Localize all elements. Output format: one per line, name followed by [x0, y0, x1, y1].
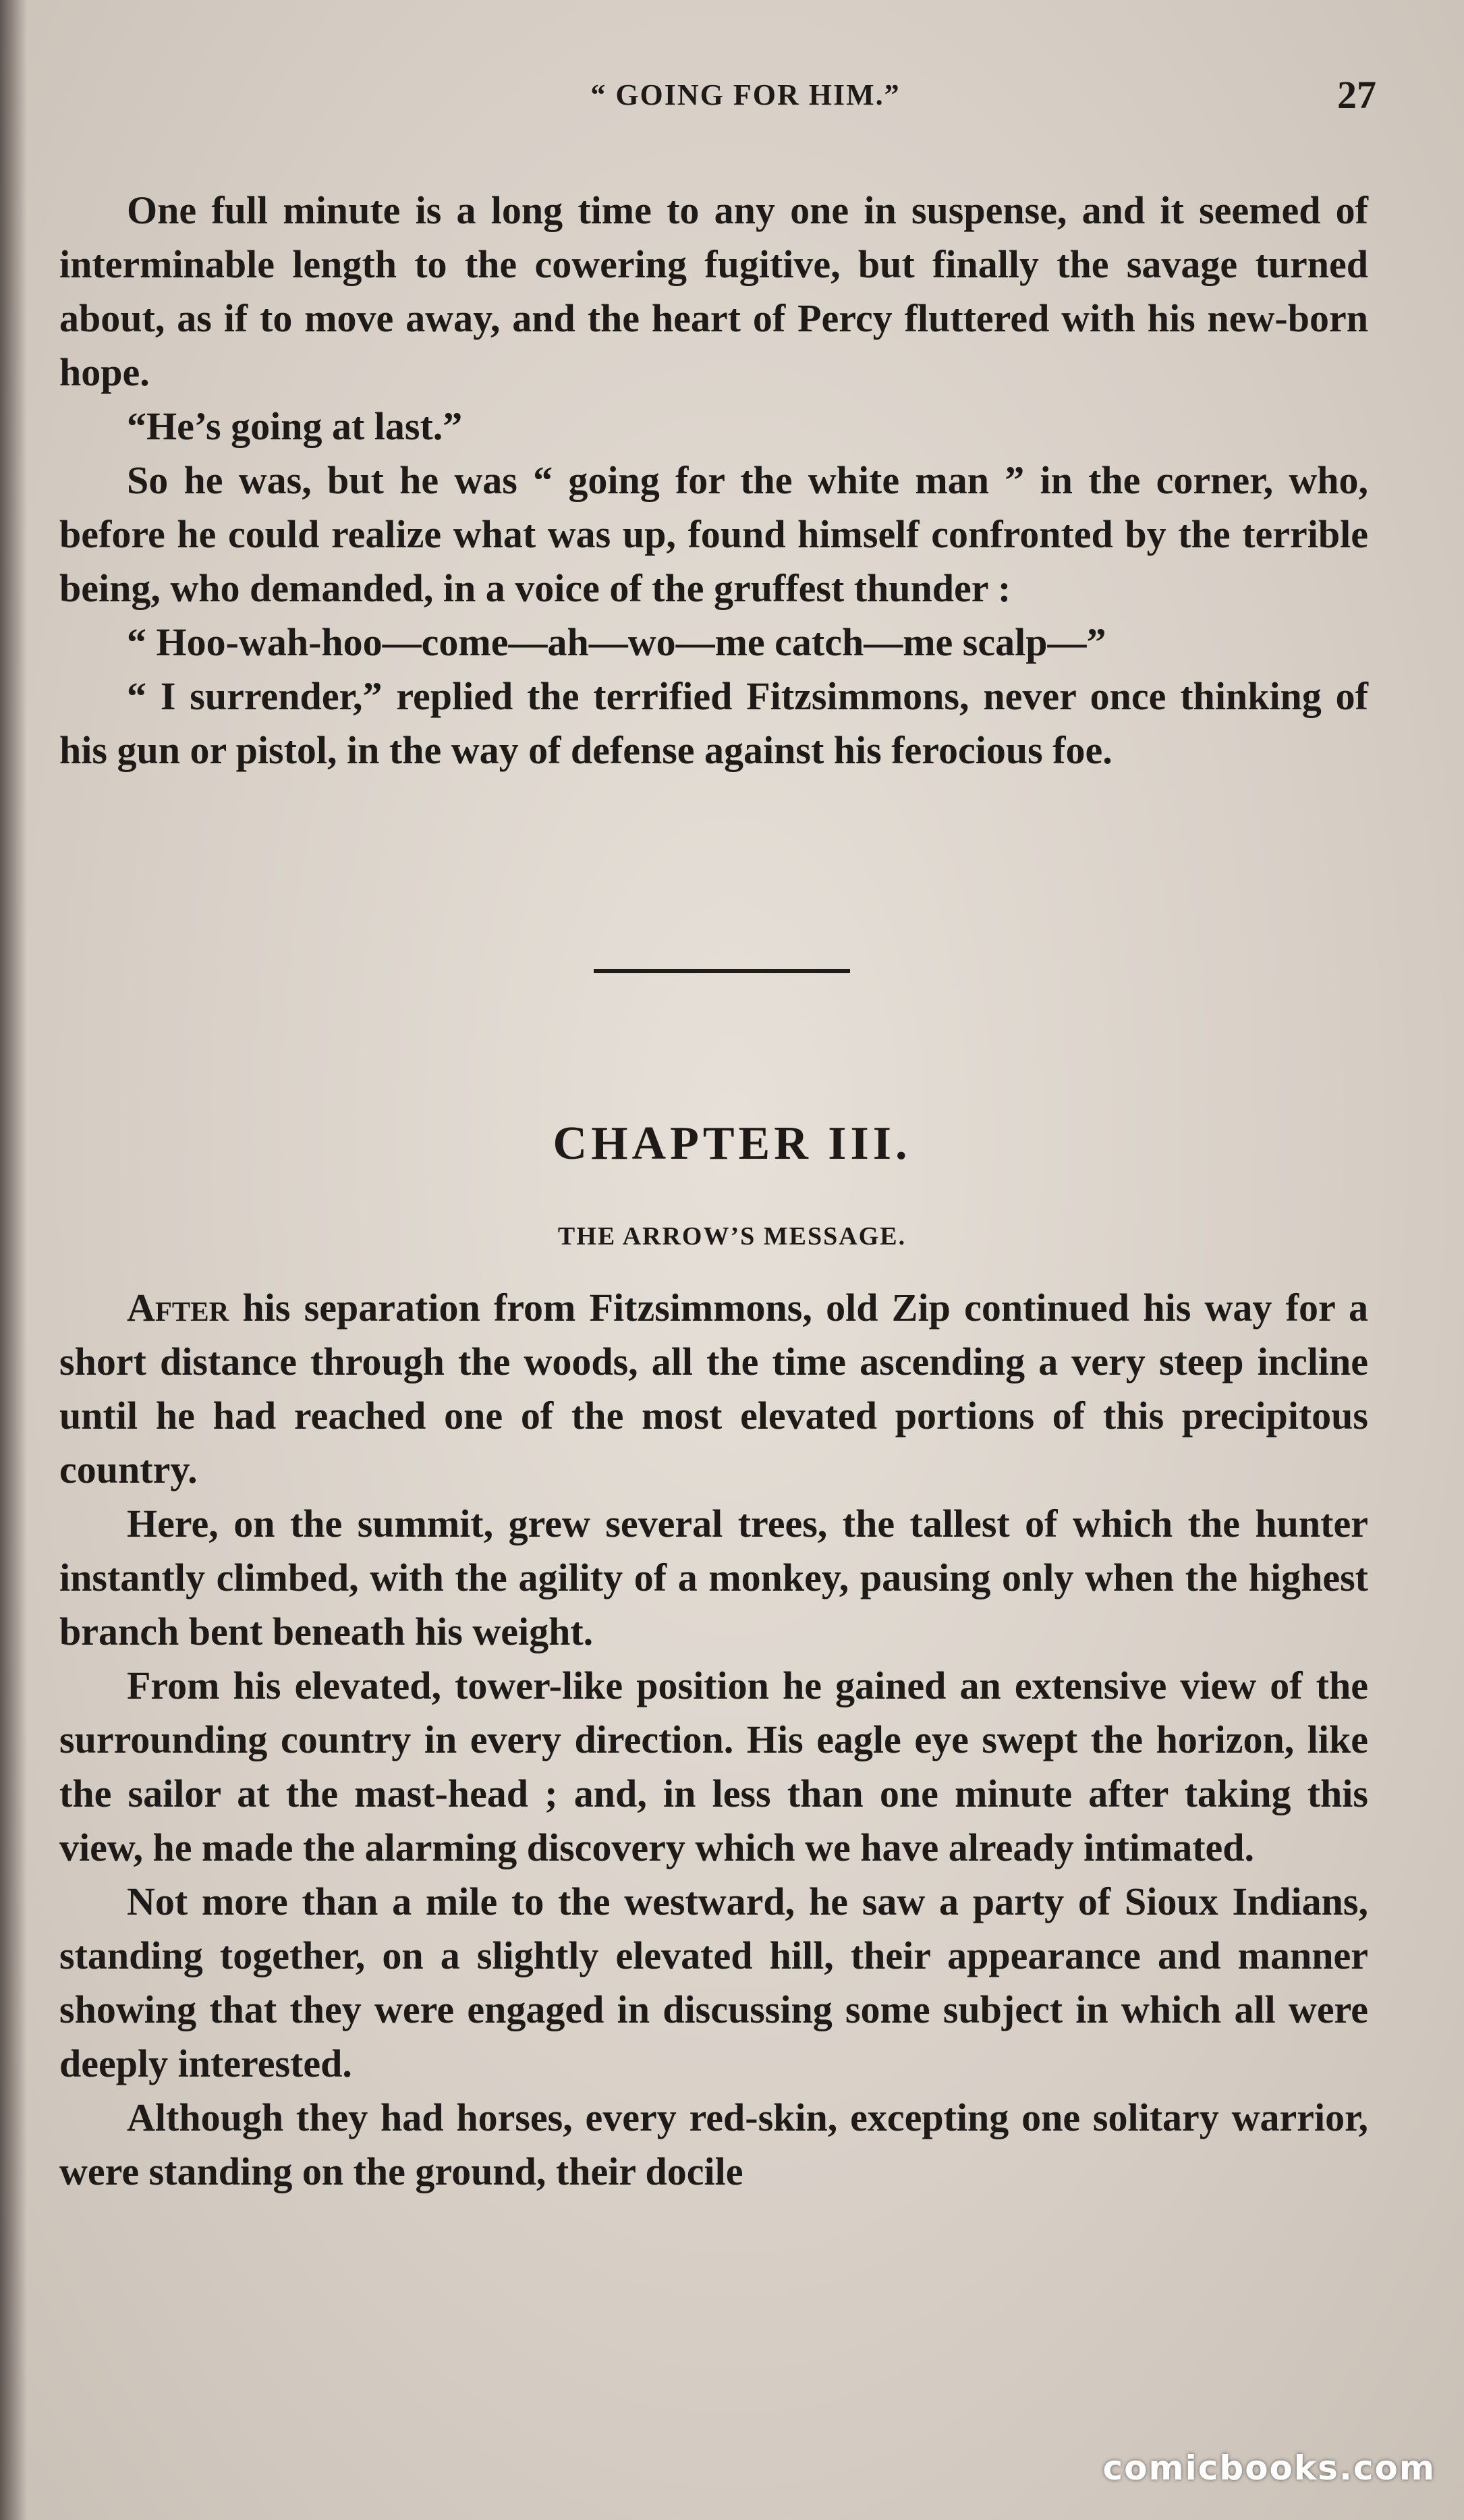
text-block-1 [59, 184, 1368, 777]
chapter-title: CHAPTER III. [553, 1118, 911, 1170]
paragraph: So he was, but he was “ going for the white man ” in the corner, who, before he could realize what was up, found himself confronted by the terrible being, who demanded, in a voice of the gruffest thunder : [59, 458, 1368, 610]
paragraph: Not more than a mile to the westward, he saw a party of Sioux Indians, standing together, on a slightly elevated hill, their appearance and manner showing that they were engaged in discussing some subject in which all were deeply interested. [59, 1880, 1368, 2085]
paragraph-text: his separation from Fitzsimmons, old Zip continued his way for a short distance through the woods, all the time ascending a very steep incline until he had reached one of the most elevated portions of this precipitous country. [59, 1286, 1368, 1491]
paragraph: Here, on the summit, grew several trees, the tallest of which the hunter instantly climbed, with the agility of a monkey, pausing only when the highest branch bent beneath his weight. [59, 1502, 1368, 1653]
section-divider [594, 969, 850, 973]
watermark-logo: comicbooks.com [1102, 2448, 1436, 2488]
paragraph: “ Hoo-wah-hoo—come—ah—wo—me catch—me scalp—” [127, 620, 1106, 664]
paragraph: From his elevated, tower-like position he gained an extensive view of the surrounding country in every direction. His eagle eye swept the horizon, like the sailor at the mast-head ; and, in less than one minute after taking this view, he made the alarming discovery which we have already intimated. [59, 1664, 1368, 1869]
paragraph: Although they had horses, every red-skin, excepting one solitary warrior, were standing on the ground, their docile [59, 2096, 1368, 2193]
page-number: 27 [1337, 73, 1376, 117]
paragraph: One full minute is a long time to any one in suspense, and it seemed of interminable length to the cowering fugitive, but finally the savage turned about, as if to move away, and the heart of Percy fluttered with his new-born hope. [59, 188, 1368, 394]
page-header [115, 73, 1376, 125]
running-title: “ GOING FOR HIM.” [590, 78, 901, 111]
text-block-2 [59, 1281, 1368, 2199]
paragraph: “ I surrender,” replied the terrified Fitzsimmons, never once thinking of his gun or pistol, in the way of defense against his ferocious foe. [59, 674, 1368, 772]
chapter-subtitle: THE ARROW’S MESSAGE. [557, 1222, 907, 1251]
page-gutter-shadow [0, 0, 27, 2520]
paragraph: “He’s going at last.” [127, 404, 463, 448]
paragraph [59, 1281, 1368, 1497]
chapter-opening-word: After [127, 1286, 229, 1330]
